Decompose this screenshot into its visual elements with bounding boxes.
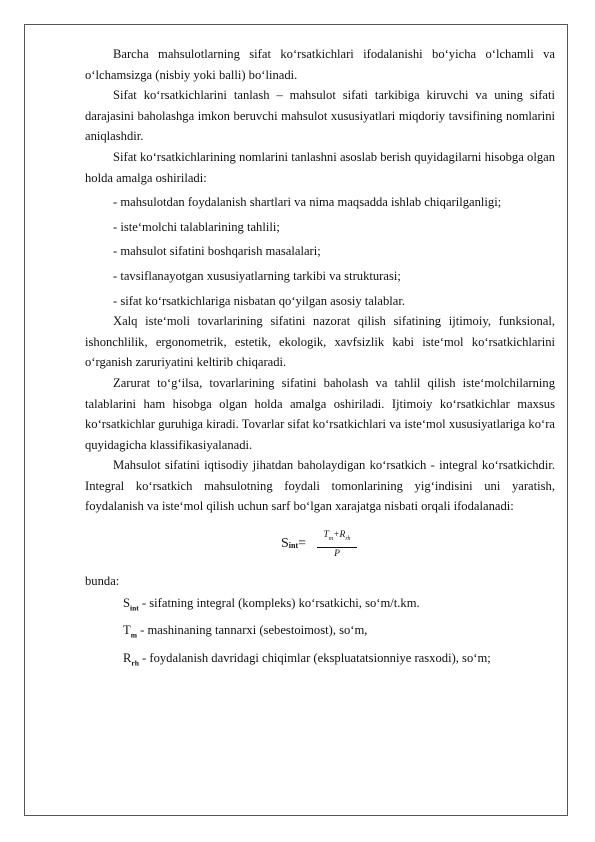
where-label: bunda: [85,574,120,589]
definition-s-int: $S_{int}$ - sifatning integral (kompleks) koʻrsatkichi, soʻm/t.km. [123,595,420,613]
requirements-list [85,188,555,311]
list-item: - tavsiflanayotgan xususiyatlarning tarkibi va strukturasi; [113,268,401,283]
list-item: - mahsulot sifatini boshqarish masalalari; [113,244,321,259]
list-item: - sifat koʻrsatkichlariga nisbatan qoʻyilgan asosiy talablar. [113,293,406,308]
paragraph-3: Sifat koʻrsatkichlarining nomlarini tanlashni asoslab berish quyidagilarni hisobga olgan holda amalga oshiriladi: [85,149,555,185]
definitions-list [85,592,555,675]
paragraph-1: Barcha mahsulotlarning sifat koʻrsatkichlari ifodalanishi boʻyicha oʻlchamli va oʻlchamsizga (nisbiy yoki balli) boʻlinadi. [85,47,555,82]
list-item: - mahsulotdan foydalanish shartlari va nima maqsadda ishlab chiqarilganligi; [113,195,502,210]
formula-fraction [317,529,357,561]
definition-t-m: $T_m$ - mashinaning tannarxi (sebestoimost), soʻm, [123,623,368,640]
paragraph-5: Zarurat toʻg‘ilsa, tovarlarining sifatini baholash va tahlil qilish isteʻmolchilarning talablarini ham hisobga olgan holda amalga oshiriladi. Ijtimoiy koʻrsatkichlar maxsus koʻrsatkichlar guruhiga kiradi. Tovarlar sifat koʻrsatkichlari va iste‘mol xususiyatlariga koʻra quyidagicha klassifikasiyalanadi. [85,375,555,452]
definition-r-rh: $R_{rh}$ - foydalanish davridagi chiqimlar (ekspluatatsionniye rasxodi), soʻm; [123,650,491,668]
paragraph-6: Mahsulot sifatini iqtisodiy jihatdan baholaydigan koʻrsatkich - integral koʻrsatkichdir. Integral koʻrsatkich mahsulotning foydali tomonlarining yigʻindisini uni yaratish, foydalanish va isteʻmol qilish uchun sarf boʻlgan xarajatga nisbati orqali ifodalanadi: [85,458,555,514]
document-body [85,44,555,674]
paragraph-4: Xalq iste‘moli tovarlarining sifatini nazorat qilish sifatining ijtimoiy, funksional, ishonchlilik, ergonometrik, estetik, ekologik, xavfsizlik kabi iste‘mol koʻrsatkichlarini oʻrganish zaruriyatini keltirib chiqaradi. [85,314,555,370]
paragraph-2: Sifat koʻrsatkichlarini tanlash – mahsulot sifati tarkibiga kiruvchi va uning sifati darajasini baholashga imkon beruvchi mahsulot xususiyatlari miqdoriy tavsifining nomlarini aniqlashdir. [85,88,555,144]
formula-numerator: $T_m+R_{rh}$ [317,529,357,548]
integral-formula [85,529,555,563]
formula-lhs: $S_{int}=$ [281,536,307,552]
formula-denominator: P [334,548,340,559]
list-item: - iste‘molchi talablarining tahlili; [113,219,280,234]
